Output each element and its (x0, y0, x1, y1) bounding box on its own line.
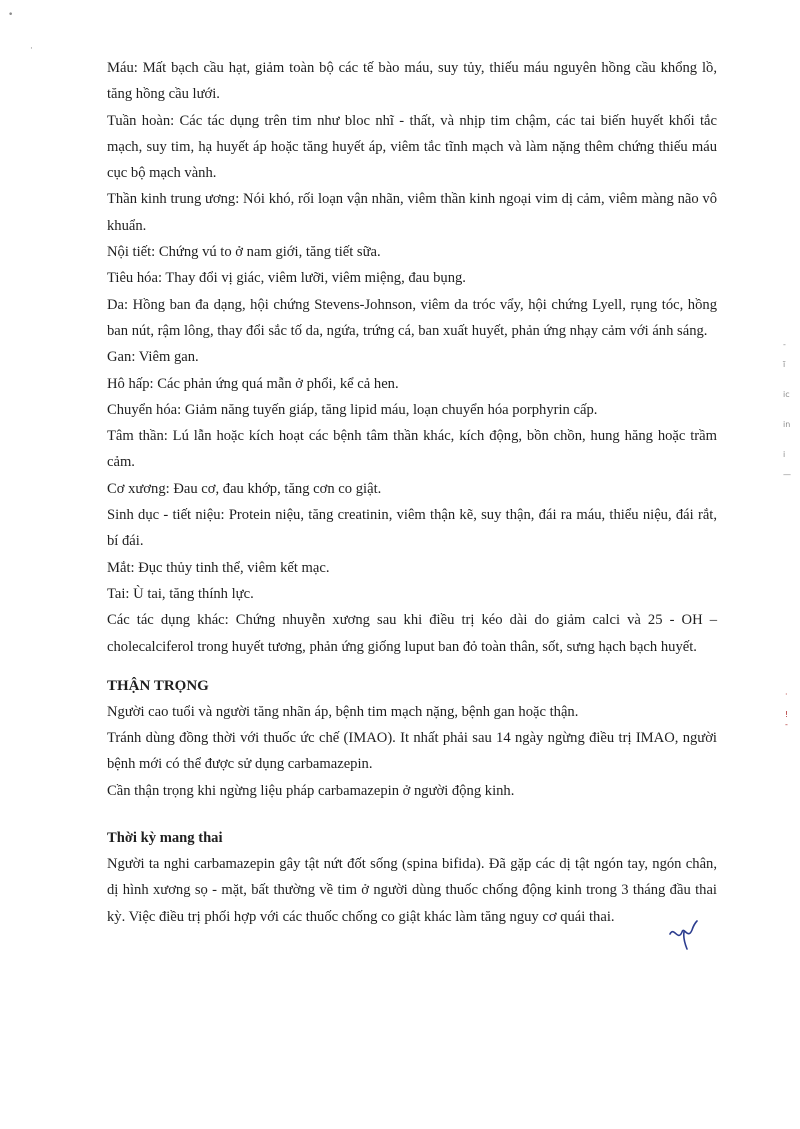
adverse-effect-skin: Da: Hồng ban đa dạng, hội chứng Stevens-Johnson, viêm da tróc vẩy, hội chứng Lyell, rụng tóc, hồng ban nút, rậm lông, thay đổi sắc tố da, ngứa, trứng cá, ban xuất huyết, phản ứng nhạy cảm với ánh sáng. (107, 296, 717, 339)
scan-mark: · (30, 44, 33, 54)
adverse-effect-genitourinary: Sinh dục - tiết niệu: Protein niệu, tăng creatinin, viêm thận kẽ, suy thận, đái ra máu, thiểu niệu, đái rắt, bí đái. (107, 507, 717, 550)
adverse-effect-liver: Gan: Viêm gan. (107, 349, 199, 366)
adverse-effect-psychiatric: Tâm thần: Lú lẫn hoặc kích hoạt các bệnh tâm thần khác, kích động, bồn chồn, hung hăng hoặc trầm cảm. (107, 428, 717, 471)
scan-mark: • (8, 10, 14, 20)
caution-paragraph: Người cao tuổi và người tăng nhãn áp, bệnh tim mạch nặng, bệnh gan hoặc thận. (107, 703, 579, 720)
caution-paragraph: Tránh dùng đồng thời với thuốc ức chế (IMAO). It nhất phải sau 14 ngày ngừng điều trị IMAO, người bệnh mới có thể được sử dụng carbamazepin. (107, 730, 717, 773)
margin-scan-mark: - ĩ ic in i — (783, 340, 791, 479)
handwritten-initial-mark (666, 920, 700, 950)
adverse-effect-musculoskeletal: Cơ xương: Đau cơ, đau khớp, tăng cơn co giật. (107, 480, 382, 497)
pregnancy-paragraph: Người ta nghi carbamazepin gây tật nứt đốt sống (spina bifida). Đã gặp các dị tật ngón tay, ngón chân, dị hình xương sọ - mặt, bất thường về tim ở người dùng thuốc chống động kinh trong 3 tháng đầu thai kỳ. Việc điều trị phối hợp với các thuốc chống co giật khác làm tăng nguy cơ quái thai. (107, 856, 717, 925)
caution-heading: THẬN TRỌNG (107, 677, 209, 694)
adverse-effects-list (107, 55, 717, 660)
caution-section (107, 673, 717, 804)
adverse-effect-endocrine: Nội tiết: Chứng vú to ở nam giới, tăng tiết sữa. (107, 244, 381, 261)
adverse-effect-cns: Thần kinh trung ương: Nói khó, rối loạn vận nhãn, viêm thần kinh ngoại vim dị cảm, viêm màng não vô khuẩn. (107, 191, 717, 234)
adverse-effect-blood: Máu: Mất bạch cầu hạt, giảm toàn bộ các tế bào máu, suy tủy, thiếu máu nguyên hồng cầu khổng lồ, tăng hồng cầu lưới. (107, 60, 717, 103)
adverse-effect-metabolism: Chuyển hóa: Giảm năng tuyến giáp, tăng lipid máu, loạn chuyển hóa porphyrin cấp. (107, 401, 598, 418)
adverse-effect-digestive: Tiêu hóa: Thay đổi vị giác, viêm lưỡi, viêm miệng, đau bụng. (107, 270, 466, 287)
adverse-effect-respiratory: Hô hấp: Các phản ứng quá mẫn ở phổi, kể cả hen. (107, 375, 399, 392)
pregnancy-heading: Thời kỳ mang thai (107, 830, 223, 847)
adverse-effect-ear: Tai: Ù tai, tăng thính lực. (107, 585, 254, 602)
caution-paragraph: Cần thận trọng khi ngừng liệu pháp carbamazepin ở người động kinh. (107, 782, 515, 799)
document-body (107, 55, 717, 930)
adverse-effect-other: Các tác dụng khác: Chứng nhuyễn xương sau khi điều trị kéo dài do giảm calci và 25 - OH – cholecalciferol trong huyết tương, phản ứng giống luput ban đỏ toàn thân, sốt, sưng hạch bạch huyết. (107, 612, 717, 655)
pregnancy-section (107, 825, 717, 930)
margin-scan-mark: · ! - (785, 690, 789, 729)
adverse-effect-eye: Mắt: Đục thủy tinh thể, viêm kết mạc. (107, 559, 330, 576)
adverse-effect-circulation: Tuần hoàn: Các tác dụng trên tim như bloc nhĩ - thất, và nhịp tim chậm, các tai biến huyết khối tắc mạch, suy tim, hạ huyết áp hoặc tăng huyết áp, viêm tắc tĩnh mạch và làm nặng thêm chứng thiếu máu cục bộ mạch vành. (107, 112, 717, 182)
